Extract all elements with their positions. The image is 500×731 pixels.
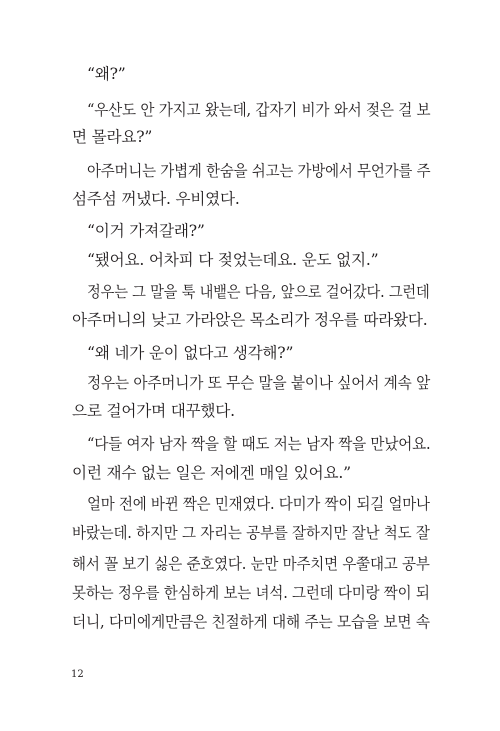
- text-line: “됐어요. 어차피 다 젖었는데요. 운도 없지.”: [87, 251, 379, 269]
- text-line: “이거 가져갈래?”: [87, 222, 205, 240]
- text-line: 더니, 다미에게만큼은 친절하게 대해 주는 모습을 보면 속: [72, 613, 430, 631]
- text-line: “왜 네가 운이 없다고 생각해?”: [87, 344, 294, 362]
- text-line: 얼마 전에 바뀐 짝은 민재였다. 다미가 짝이 되길 얼마나: [87, 495, 430, 513]
- text-line: 아주머니는 가볍게 한숨을 쉬고는 가방에서 무언가를 주: [87, 162, 431, 180]
- text-line: 정우는 아주머니가 또 무슨 말을 붙이나 싶어서 계속 앞: [87, 374, 431, 392]
- text-line: 바랐는데. 하지만 그 자리는 공부를 잘하지만 잘난 척도 잘: [72, 524, 430, 542]
- text-line: “우산도 안 가지고 왔는데, 갑자기 비가 와서 젖은 걸 보: [87, 101, 431, 119]
- text-line: 면 몰라요?”: [72, 128, 153, 146]
- text-line: 해서 꼴 보기 싫은 준호였다. 눈만 마주치면 우쭐대고 공부: [72, 555, 430, 573]
- text-line: 섬주섬 꺼냈다. 우비였다.: [72, 190, 240, 208]
- text-line: 으로 걸어가며 대꾸했다.: [72, 402, 235, 420]
- text-line: “왜?”: [87, 65, 126, 83]
- text-line: 이런 재수 없는 일은 저에겐 매일 있어요.”: [72, 464, 351, 482]
- text-line: “다들 여자 남자 짝을 할 때도 저는 남자 짝을 만났어요.: [87, 435, 431, 453]
- text-line: 정우는 그 말을 툭 내뱉은 다음, 앞으로 걸어갔다. 그런데: [87, 283, 430, 301]
- text-line: 못하는 정우를 한심하게 보는 녀석. 그런데 다미랑 짝이 되: [72, 584, 430, 602]
- text-line: 아주머니의 낮고 가라앉은 목소리가 정우를 따라왔다.: [72, 311, 428, 329]
- page-number: 12: [71, 669, 84, 680]
